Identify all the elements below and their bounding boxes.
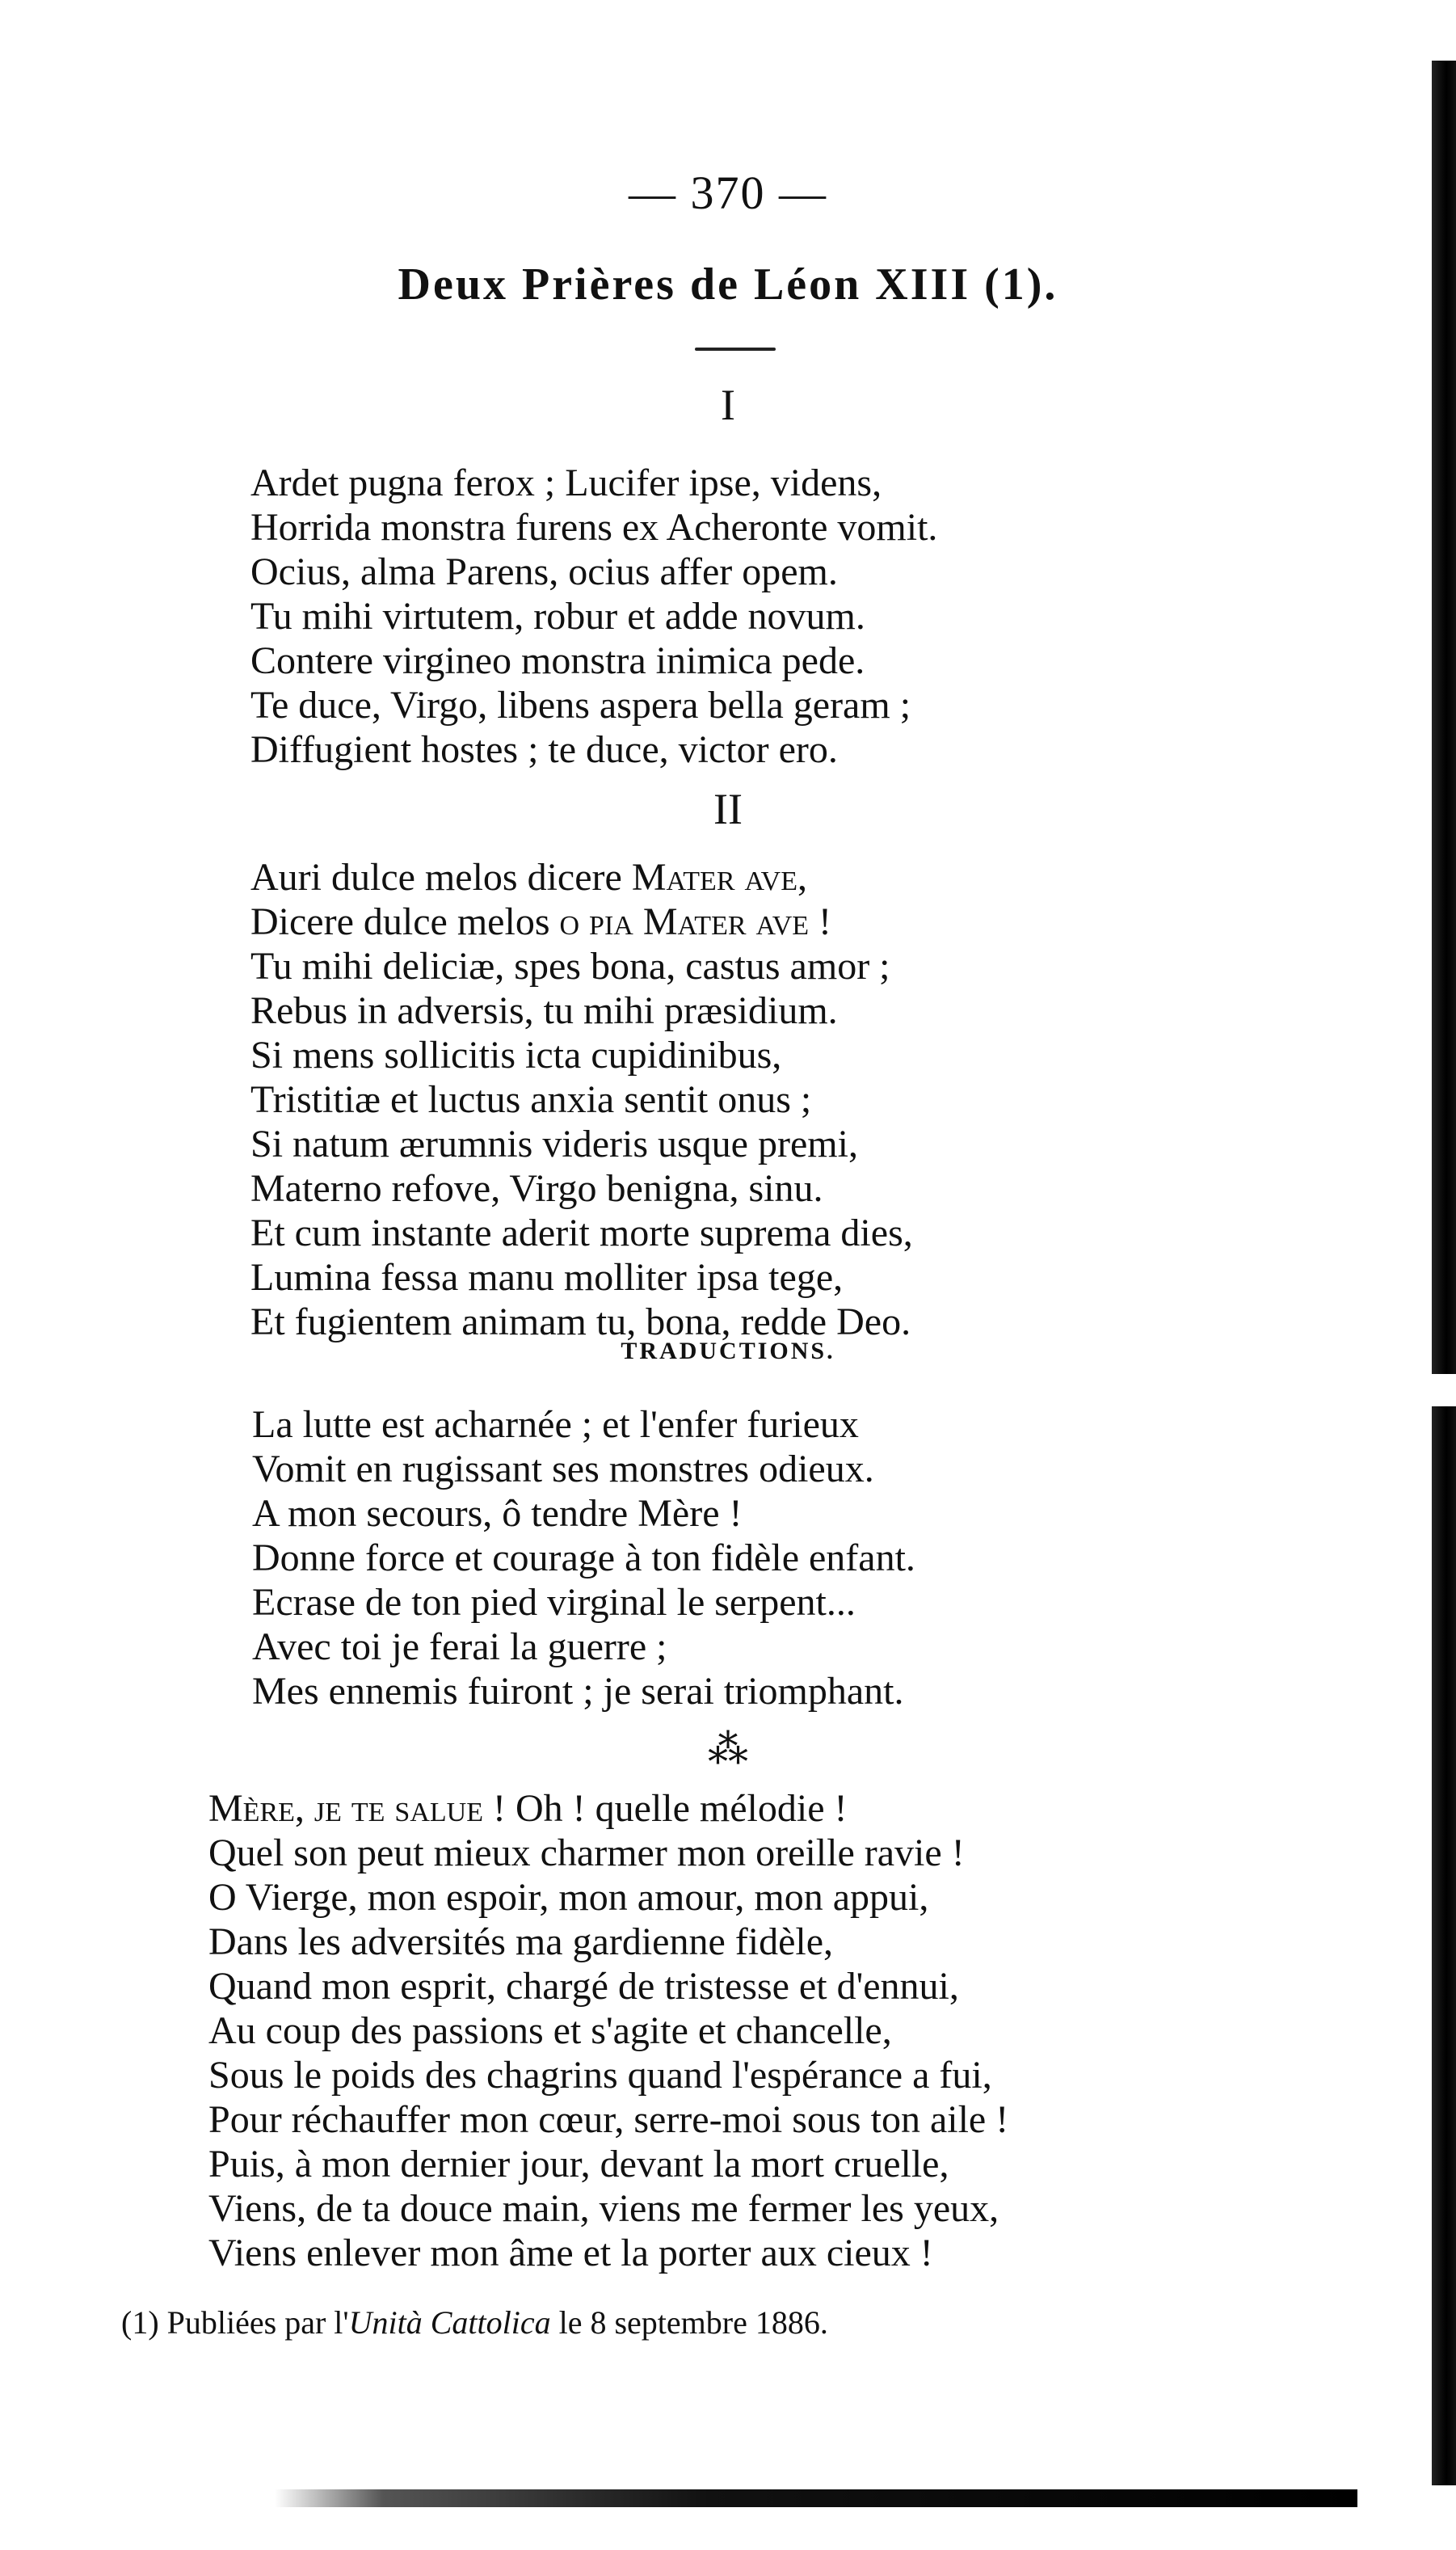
poem-line: Quel son peut mieux charmer mon oreille ravie ! (208, 1831, 965, 1874)
poem-line: O Vierge, mon espoir, mon amour, mon appui, (208, 1876, 929, 1919)
footnote-text: Publiées par l' (158, 2304, 349, 2341)
title-rule (695, 348, 776, 351)
poem-line (208, 1786, 1008, 1831)
poem-line: Si natum ærumnis videris usque premi, (250, 1123, 858, 1165)
small-caps-text: Mère, je te salue (208, 1787, 483, 1830)
poem-line: Te duce, Virgo, libens aspera bella geram ; (250, 684, 911, 727)
poem-line: Materno refove, Virgo benigna, sinu. (250, 1167, 823, 1210)
bottom-scan-rule (275, 2489, 1357, 2507)
poem-line (250, 855, 913, 900)
french-poem-two (208, 1786, 1008, 2275)
page-number: — 370 — (629, 166, 827, 219)
poem-line: Contere virgineo monstra inimica pede. (250, 639, 865, 682)
poem-line: Tu mihi virtutem, robur et adde novum. (250, 595, 865, 638)
footnote-text: le 8 septembre 1886. (550, 2304, 828, 2341)
poem-line: Mes ennemis fuiront ; je serai triomphant. (252, 1670, 904, 1713)
poem-line: Puis, à mon dernier jour, devant la mort cruelle, (208, 2143, 949, 2185)
poem-line-text (633, 900, 643, 943)
poem-line: Horrida monstra furens ex Acheronte vomit. (250, 506, 938, 549)
poem-line: Diffugient hostes ; te duce, victor ero. (250, 728, 838, 771)
poem-line: Viens enlever mon âme et la porter aux cieux ! (208, 2232, 933, 2274)
scan-edge-gap (1432, 1374, 1456, 1406)
poem-line: Tu mihi deliciæ, spes bona, castus amor ; (250, 945, 890, 988)
poem-line: Quand mon esprit, chargé de tristesse et d'ennui, (208, 1965, 959, 2008)
poem-line: Ecrase de ton pied virginal le serpent... (252, 1581, 856, 1624)
french-poem-one (252, 1402, 915, 1713)
section-heading-two: II (713, 785, 743, 833)
poem-line: Dans les adversités ma gardienne fidèle, (208, 1920, 834, 1963)
poem-line: Si mens sollicitis icta cupidinibus, (250, 1034, 782, 1077)
poem-line: Au coup des passions et s'agite et chancelle, (208, 2009, 892, 2052)
poem-line: Tristitiæ et luctus anxia sentit onus ; (250, 1078, 812, 1121)
small-caps-text: o pia (559, 900, 633, 943)
poem-line: Rebus in adversis, tu mihi præsidium. (250, 989, 838, 1032)
poem-line-text: ! (809, 900, 832, 943)
poem-line: Ardet pugna ferox ; Lucifer ipse, videns, (250, 462, 882, 504)
poem-line: Vomit en rugissant ses monstres odieux. (252, 1448, 874, 1490)
footnote (121, 2303, 828, 2341)
poem-line (250, 900, 913, 944)
poem-line-text: Auri dulce melos dicere (250, 856, 632, 899)
latin-poem-one (250, 461, 937, 772)
footnote-source: Unità Cattolica (348, 2304, 551, 2341)
poem-line: Et cum instante aderit morte suprema dies, (250, 1212, 913, 1254)
poem-line: Et fugientem animam tu, bona, redde Deo. (250, 1300, 911, 1343)
poem-line-text: ! Oh ! quelle mélodie ! (483, 1787, 848, 1830)
poem-line: Viens, de ta douce main, viens me fermer les yeux, (208, 2187, 999, 2230)
poem-line: Lumina fessa manu molliter ipsa tege, (250, 1256, 844, 1299)
poem-line-text: Dicere dulce melos (250, 900, 560, 943)
small-caps-text: Mater ave (642, 900, 810, 943)
poem-line: La lutte est acharnée ; et l'enfer furieux (252, 1403, 859, 1446)
page-title: Deux Prières de Léon XIII (1). (398, 259, 1058, 310)
asterism-ornament: ⁂ (708, 1726, 748, 1772)
poem-line: Pour réchauffer mon cœur, serre-moi sous ton aile ! (208, 2098, 1009, 2141)
poem-line: Avec toi je ferai la guerre ; (252, 1625, 667, 1668)
poem-line: A mon secours, ô tendre Mère ! (252, 1492, 743, 1535)
traductions-heading: TRADUCTIONS. (621, 1338, 835, 1364)
poem-line: Donne force et courage à ton fidèle enfant. (252, 1536, 915, 1579)
latin-poem-two (250, 855, 913, 1344)
poem-line: Ocius, alma Parens, ocius affer opem. (250, 550, 838, 593)
poem-line-text: , (797, 856, 808, 899)
poem-line: Sous le poids des chagrins quand l'espérance a fui, (208, 2054, 992, 2097)
small-caps-text: Mater ave (631, 856, 798, 899)
section-heading-one: I (721, 381, 735, 429)
footnote-marker: (1) (121, 2304, 159, 2341)
